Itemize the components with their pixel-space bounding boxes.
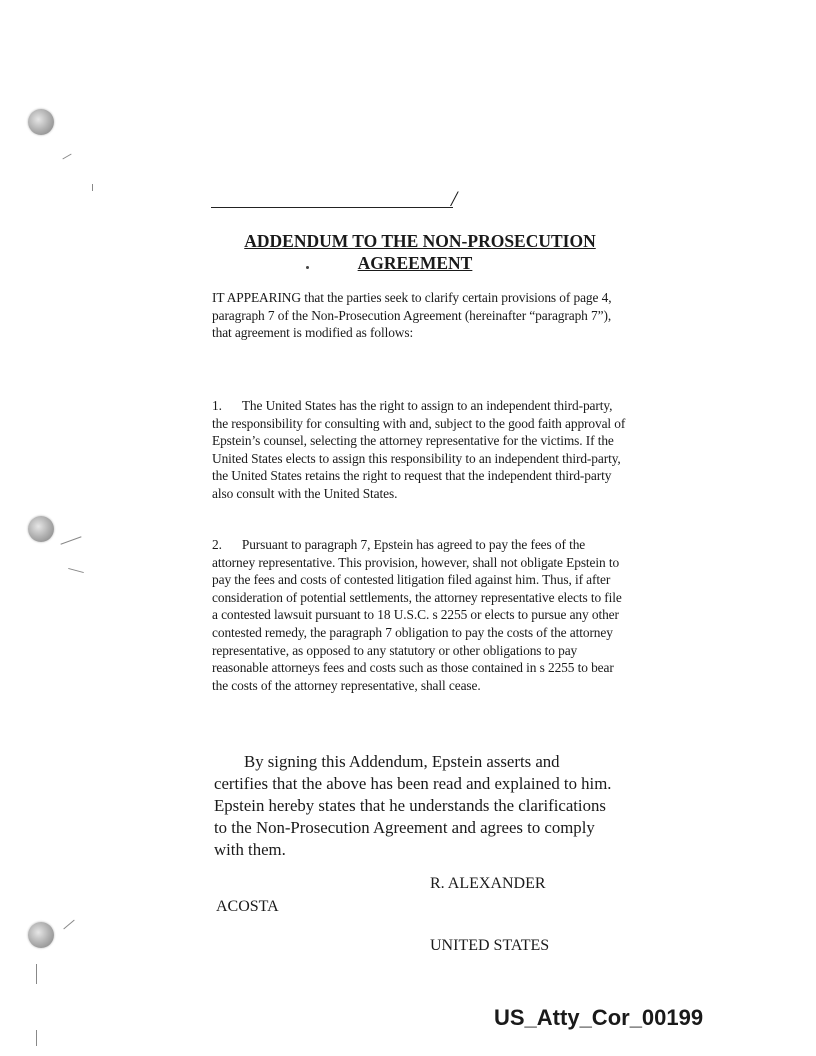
signature-slash: /: [451, 186, 458, 211]
document-title-line1: ADDENDUM TO THE NON-PROSECUTION: [244, 231, 596, 251]
item-1: [212, 397, 626, 503]
signature-line: [211, 207, 453, 208]
scan-mark: [60, 536, 81, 544]
item-1-text: The United States has the right to assign to an independent third-party, the responsibility for consulting with and, subject to the good faith approval of Epstein’s counsel, selecting the attorney representative for the victims. If the United States elects to assign this responsibility to an independent third-party, the United States retains the right to request that the independent third-party also consult with the United States.: [212, 398, 626, 501]
item-1-number: 1.: [212, 398, 222, 413]
item-2-text: Pursuant to paragraph 7, Epstein has agreed to pay the fees of the attorney representative. This provision, however, shall not obligate Epstein to pay the fees and costs of contested litigation filed against him. Thus, if after consideration of potential settlements, the attorney representative elects to file a contested lawsuit pursuant to 18 U.S.C. s 2255 or elects to pursue any other contested remedy, the paragraph 7 obligation to pay the costs of the attorney representative, as opposed to any statutory or other obligations to pay reasonable attorneys fees and costs such as those contained in s 2255 to bear the costs of the attorney representative, shall cease.: [212, 537, 622, 693]
bates-stamp: US_Atty_Cor_00199: [494, 1005, 704, 1030]
scan-mark: [63, 920, 74, 930]
signer-name-last: ACOSTA: [216, 898, 279, 915]
scan-mark: [36, 1030, 37, 1046]
scan-dot: [306, 266, 309, 269]
item-2: [212, 536, 628, 694]
document-title-line2: AGREEMENT: [357, 253, 473, 273]
binder-hole-middle: [28, 516, 54, 542]
intro-paragraph: IT APPEARING that the parties seek to clarify certain provisions of page 4, paragraph 7 of the Non-Prosecution Agreement (hereinafter “paragraph 7”), that agreement is modified as follows:: [212, 290, 612, 341]
scan-mark: [36, 964, 37, 984]
signer-name-first: R. ALEXANDER: [430, 875, 546, 892]
scan-mark: [62, 154, 71, 160]
scan-mark: [92, 184, 93, 191]
item-2-number: 2.: [212, 537, 222, 552]
binder-hole-top: [28, 109, 54, 135]
binder-hole-bottom: [28, 922, 54, 948]
scan-mark: [68, 568, 84, 573]
signer-office: UNITED STATES: [430, 937, 550, 954]
closing-paragraph: By signing this Addendum, Epstein asserts and certifies that the above has been read and explained to him. Epstein hereby states that he understands the clarifications to the Non-Prosecution Agreement and agrees to comply with them.: [214, 752, 612, 859]
